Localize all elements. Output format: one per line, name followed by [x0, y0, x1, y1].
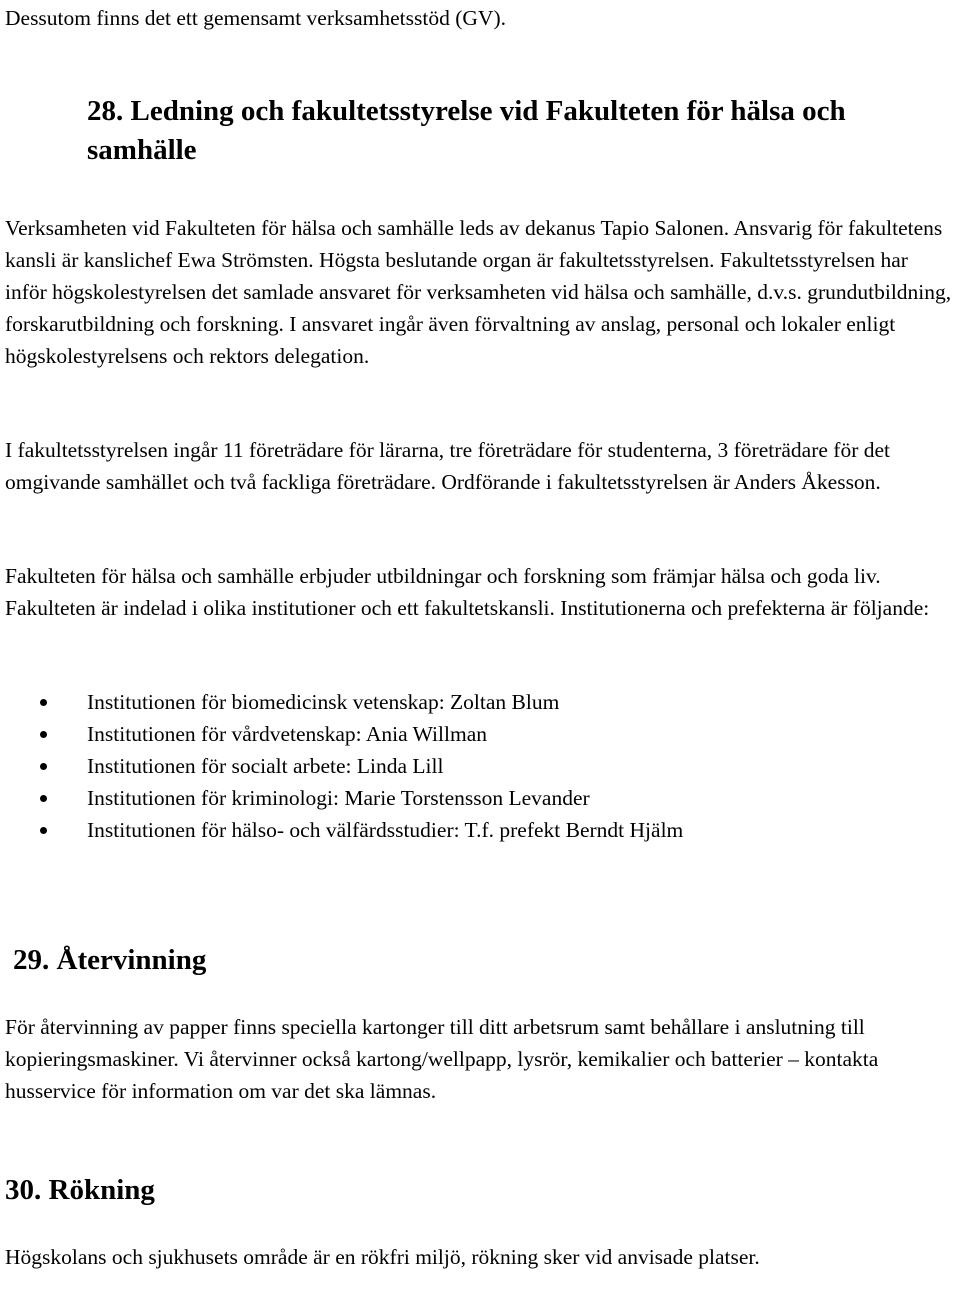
bullet-icon — [40, 795, 47, 802]
list-item — [5, 750, 955, 782]
list-item-text: Institutionen för socialt arbete: Linda Lill — [87, 754, 444, 778]
institutions-list — [5, 686, 955, 846]
list-item — [5, 782, 955, 814]
bullet-icon — [40, 763, 47, 770]
list-item — [5, 814, 955, 846]
section-29-heading: 29. Återvinning — [13, 944, 207, 976]
list-item-text: Institutionen för hälso- och välfärdsstudier: T.f. prefekt Berndt Hjälm — [87, 818, 684, 842]
section-29-paragraph: För återvinning av papper finns speciella kartonger till ditt arbetsrum samt behållare i anslutning till kopieringsmaskiner. Vi återvinner också kartong/wellpapp, lysrör, kemikalier och batterier – kontakta husservice för information om var det ska lämnas. — [5, 1015, 879, 1103]
section-28-paragraph-1: Verksamheten vid Fakulteten för hälsa och samhälle leds av dekanus Tapio Salonen. Ansvarig för fakultetens kansli är kanslichef Ewa Strömsten. Högsta beslutande organ är fakultetsstyrelsen. Fakultetsstyrelsen har inför högskolestyrelsen det samlade ansvaret för verksamheten vid hälsa och samhälle, d.v.s. grundutbildning, forskarutbildning och forskning. I ansvaret ingår även förvaltning av anslag, personal och lokaler enligt högskolestyrelsens och rektors delegation. — [5, 216, 952, 368]
list-item — [5, 686, 955, 718]
section-28-paragraph-2: I fakultetsstyrelsen ingår 11 företrädare för lärarna, tre företrädare för studenterna, 3 företrädare för det omgivande samhället och två fackliga företrädare. Ordförande i fakultetsstyrelsen är Anders Åkesson. — [5, 438, 891, 494]
intro-paragraph: Dessutom finns det ett gemensamt verksamhetsstöd (GV). — [5, 6, 506, 30]
list-item — [5, 718, 955, 750]
bullet-icon — [40, 731, 47, 738]
section-28-heading: 28. Ledning och fakultetsstyrelse vid Fakulteten för hälsa och samhälle — [87, 95, 846, 166]
section-30-heading: 30. Rökning — [5, 1174, 155, 1206]
list-item-text: Institutionen för vårdvetenskap: Ania Willman — [87, 722, 487, 746]
bullet-icon — [40, 699, 47, 706]
section-28-paragraph-3: Fakulteten för hälsa och samhälle erbjuder utbildningar och forskning som främjar hälsa och goda liv. Fakulteten är indelad i olika institutioner och ett fakultetskansli. Institutionerna och prefekterna är följande: — [5, 564, 930, 620]
list-item-text: Institutionen för kriminologi: Marie Torstensson Levander — [87, 786, 590, 810]
bullet-icon — [40, 827, 47, 834]
section-30-paragraph: Högskolans och sjukhusets område är en rökfri miljö, rökning sker vid anvisade platser. — [5, 1245, 760, 1269]
list-item-text: Institutionen för biomedicinsk vetenskap: Zoltan Blum — [87, 690, 560, 714]
